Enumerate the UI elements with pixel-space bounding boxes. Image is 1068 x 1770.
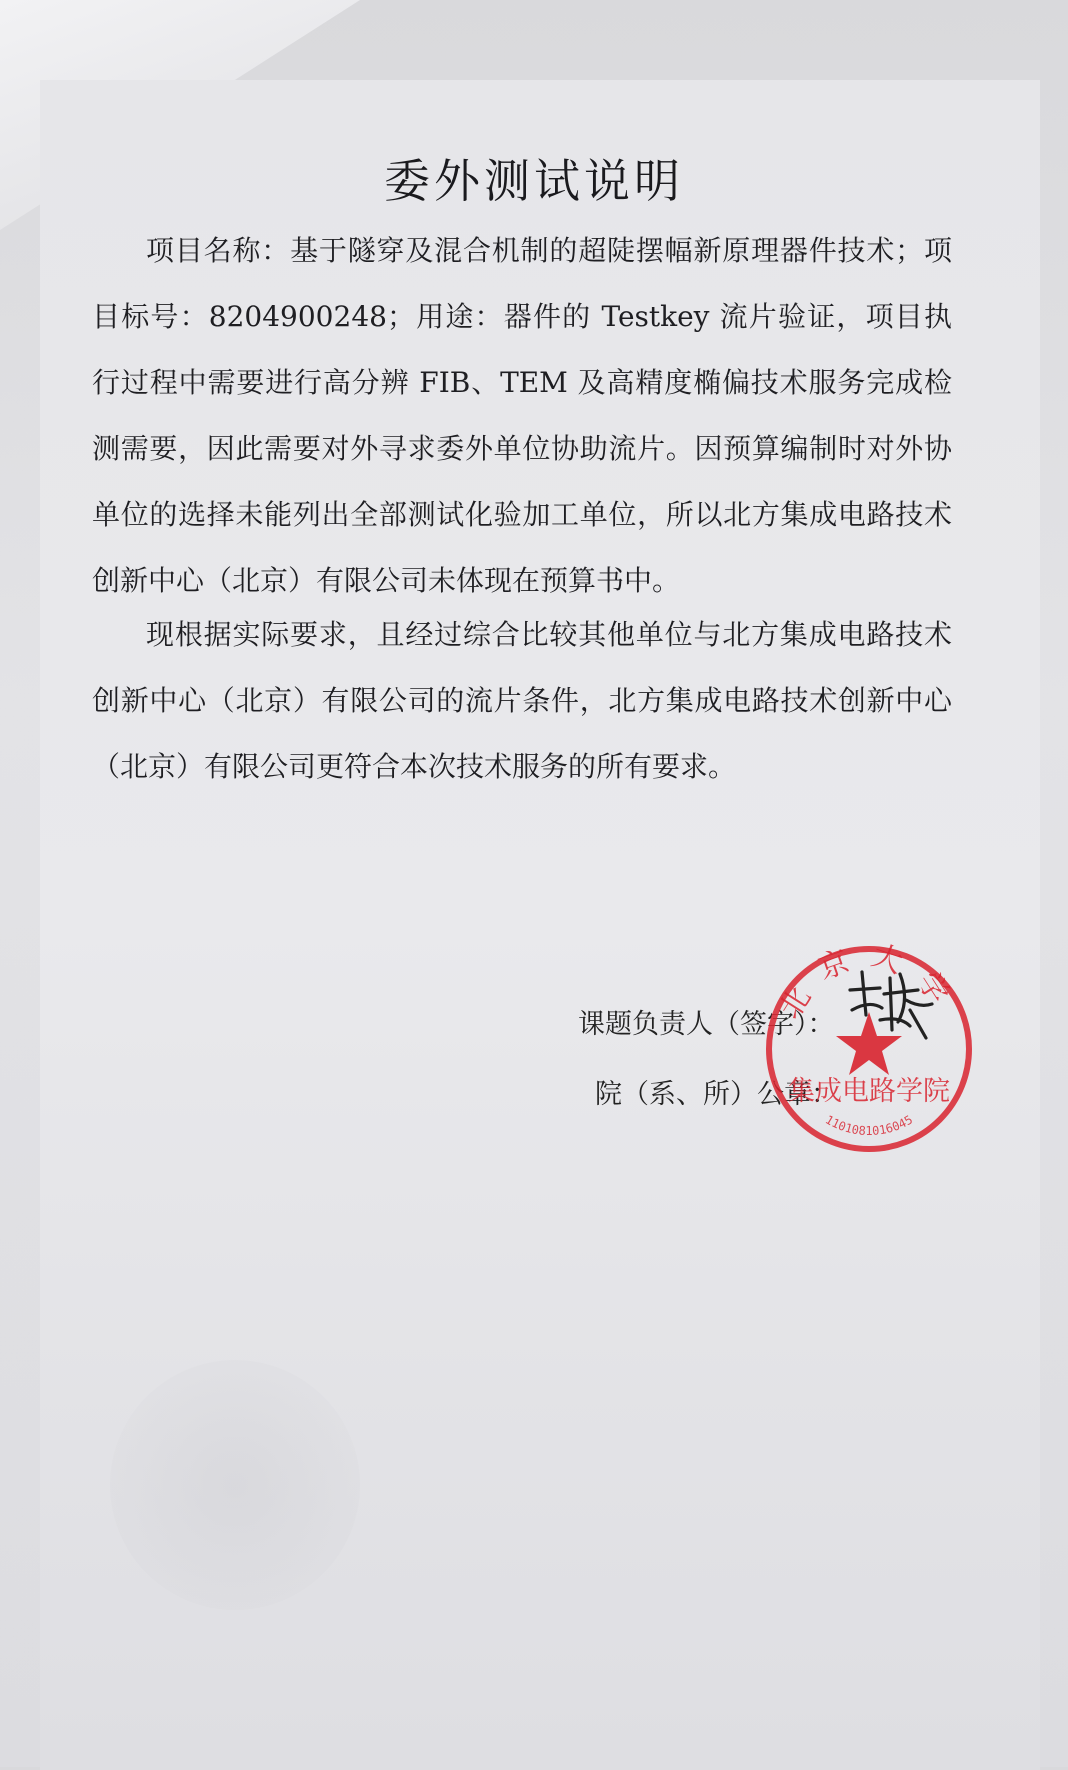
leader-signature-label: 课题负责人（签字）： (578, 1009, 835, 1040)
handwritten-signature (840, 960, 940, 1050)
department-seal-label: 院（系、所）公章： (595, 1079, 838, 1110)
seal-top-text: 北京大学 (772, 940, 966, 1026)
faint-background-mark (110, 1360, 360, 1610)
paragraph-justification: 现根据实际要求，且经过综合比较其他单位与北方集成电路技术创新中心（北京）有限公司的流片条件，北方集成电路技术创新中心（北京）有限公司更符合本次技术服务的所有要求。 (92, 618, 952, 783)
seal-bottom-text: 集成电路学院 (788, 1076, 950, 1107)
paragraph-project-info: 项目名称：基于隧穿及混合机制的超陡摆幅新原理器件技术；项目标号：8204900248；用途：器件的 Testkey 流片验证，项目执行过程中需要进行高分辨 FIB、TEM 及高精度椭偏技术服务完成检测需要，因此需要对外寻求委外单位协助流片。因预算编制时对外协单位的选择未能列出全部测试化验加工单位，所以北方集成电路技术创新中心（北京）有限公司未体现在预算书中。 (92, 234, 952, 597)
document-title: 委外测试说明 (384, 154, 684, 208)
seal-number: 1101081016045 (822, 1112, 916, 1139)
